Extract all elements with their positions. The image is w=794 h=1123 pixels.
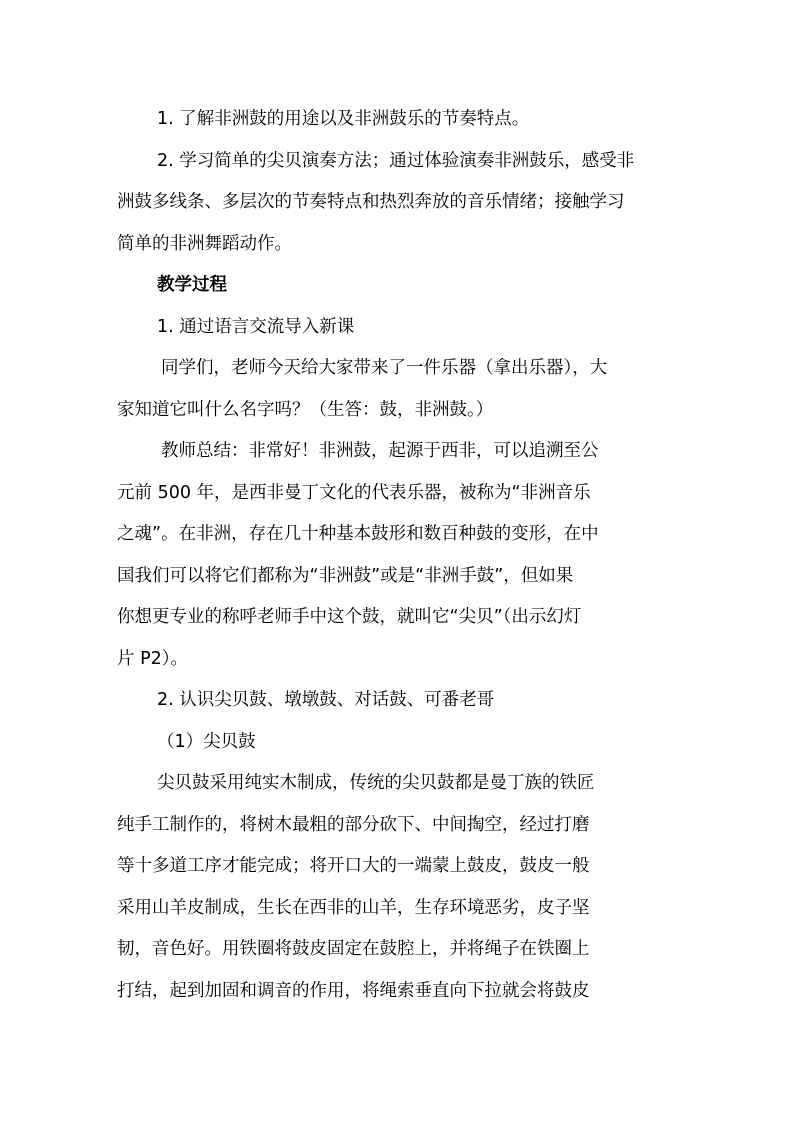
paragraph-line: 纯手工制作的，将树木最粗的部分砍下、中间掏空，经过打磨 — [117, 814, 590, 835]
section-heading: 教学过程 — [157, 275, 227, 295]
paragraph-line: （1）尖贝鼓 — [157, 731, 256, 752]
paragraph-line: 2. 学习简单的尖贝演奏方法；通过体验演奏非洲鼓乐，感受非 — [157, 150, 635, 171]
paragraph-line: 1. 通过语言交流导入新课 — [157, 316, 355, 337]
paragraph-line: 家知道它叫什么名字吗？（生答：鼓，非洲鼓。） — [117, 399, 494, 420]
paragraph-line: 2. 认识尖贝鼓、墩墩鼓、对话鼓、可番老哥 — [157, 690, 495, 710]
paragraph-line: 之魂”。在非洲，存在几十种基本鼓形和数百种鼓的变形，在中 — [117, 524, 599, 544]
paragraph-line: 片 P2）。 — [117, 648, 188, 669]
paragraph-line: 打结，起到加固和调音的作用，将绳索垂直向下拉就会将鼓皮 — [117, 980, 590, 1001]
paragraph-line: 你想更专业的称呼老师手中这个鼓，就叫它“尖贝”（出示幻灯 — [117, 607, 582, 627]
paragraph-line: 1. 了解非洲鼓的用途以及非洲鼓乐的节奏特点。 — [157, 109, 530, 129]
paragraph-line: 韧，音色好。用铁圈将鼓皮固定在鼓腔上，并将绳子在铁圈上 — [117, 939, 590, 959]
paragraph-line: 简单的非洲舞蹈动作。 — [117, 233, 292, 254]
paragraph-line: 教师总结：非常好！非洲鼓，起源于西非，可以追溯至公 — [161, 441, 599, 461]
paragraph-line: 洲鼓多线条、多层次的节奏特点和热烈奔放的音乐情绪；接触学习 — [117, 192, 625, 212]
document-body — [117, 99, 677, 1012]
paragraph-line: 同学们，老师今天给大家带来了一件乐器（拿出乐器），大 — [161, 358, 608, 378]
paragraph-line: 等十多道工序才能完成；将开口大的一端蒙上鼓皮，鼓皮一般 — [117, 856, 590, 876]
paragraph-line: 采用山羊皮制成，生长在西非的山羊，生存环境恶劣，皮子坚 — [117, 897, 590, 918]
paragraph-line: 国我们可以将它们都称为“非洲鼓”或是“非洲手鼓”，但如果 — [117, 565, 574, 586]
paragraph-line: 元前 500 年，是西非曼丁文化的代表乐器，被称为“非洲音乐 — [117, 482, 591, 503]
paragraph-line: 尖贝鼓采用纯实木制成，传统的尖贝鼓都是曼丁族的铁匠 — [157, 773, 595, 793]
